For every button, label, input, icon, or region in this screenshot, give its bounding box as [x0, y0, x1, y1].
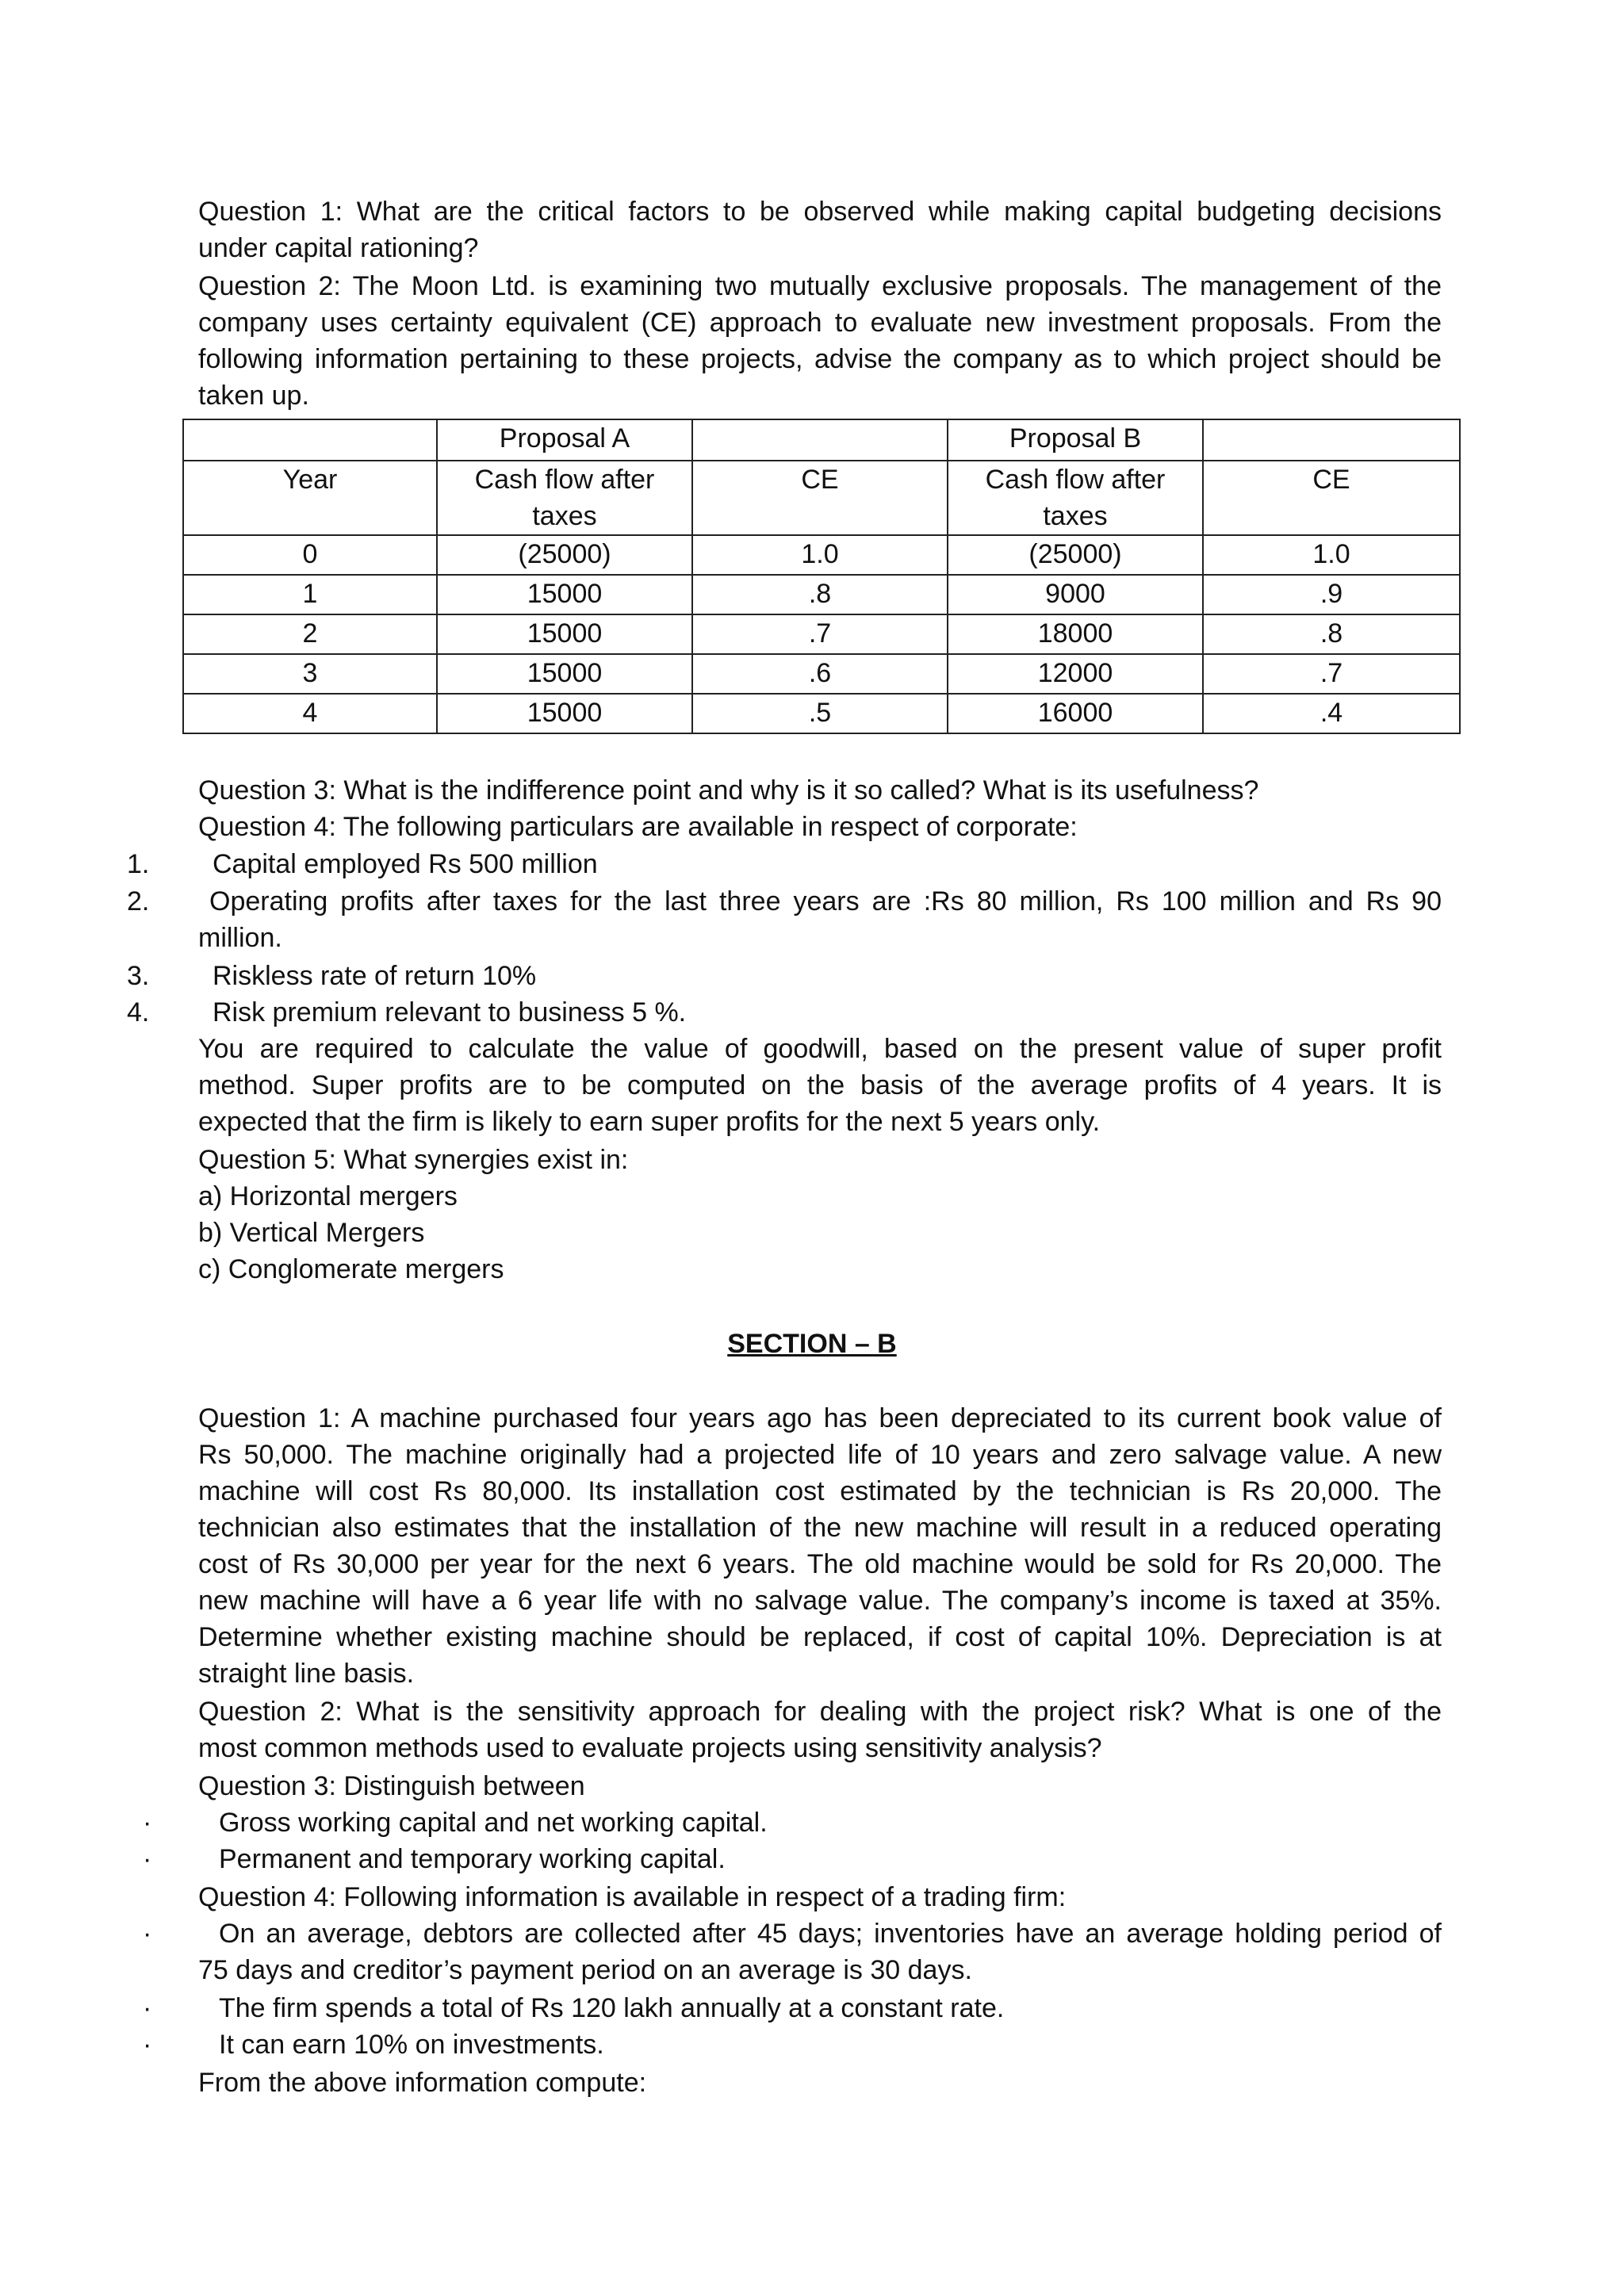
table-cell: (25000) [437, 535, 692, 575]
b-q4-bullet: On an average, debtors are collected after 45 days; inventories have an average holding period of [219, 1919, 1442, 1949]
a-q4-item-marker: 1. [127, 849, 150, 879]
a-q4-item-text: Operating profits after taxes for the last three years are :Rs 80 million, Rs 100 million and Rs 90 [209, 886, 1442, 916]
a-q5-item: b) Vertical Mergers [198, 1218, 425, 1248]
table-cell: .7 [1203, 654, 1460, 694]
table-cell: .5 [692, 694, 948, 733]
a-q4-text-line: You are required to calculate the value of goodwill, based on the present value of super profit [198, 1034, 1442, 1064]
table-cell: .9 [1203, 575, 1460, 614]
table-cell: .8 [692, 575, 948, 614]
a-q4-item-text: Capital employed Rs 500 million [213, 849, 598, 879]
bullet-icon: · [143, 2030, 152, 2060]
table-cell: 0 [183, 535, 437, 575]
header-text: Cash flow after [474, 465, 655, 495]
table-cell: .6 [692, 654, 948, 694]
table-header-cell [183, 419, 437, 461]
b-q1-line: technician also estimates that the installation of the new machine will result in a reduced operating [198, 1513, 1442, 1543]
table-header-cell [437, 461, 692, 535]
header-text: Year [282, 465, 338, 495]
bullet-icon: · [143, 1919, 152, 1949]
table-row [183, 575, 1460, 614]
table-cell: 4 [183, 694, 437, 733]
a-q2-line-1: Question 2: The Moon Ltd. is examining two mutually exclusive proposals. The management of the [198, 271, 1442, 301]
table-row [183, 654, 1460, 694]
closing-line: From the above information compute: [198, 2068, 647, 2098]
b-q1-line: Rs 50,000. The machine originally had a projected life of 10 years and zero salvage value. A new [198, 1440, 1442, 1470]
table-header-cell [692, 419, 948, 461]
b-q3-bullet: Permanent and temporary working capital. [219, 1844, 726, 1874]
a-q4-text-line: method. Super profits are to be computed on the basis of the average profits of 4 years. It is [198, 1070, 1442, 1100]
table-cell: 15000 [437, 575, 692, 614]
table-cell: 16000 [948, 694, 1203, 733]
b-q2-line: most common methods used to evaluate projects using sensitivity analysis? [198, 1733, 1102, 1763]
a-q4-intro: Question 4: The following particulars are available in respect of corporate: [198, 812, 1078, 842]
section-b-heading: SECTION – B [727, 1329, 897, 1359]
table-cell: 15000 [437, 654, 692, 694]
bullet-icon: · [143, 1844, 152, 1874]
table-cell: 9000 [948, 575, 1203, 614]
table-cell: 15000 [437, 694, 692, 733]
table-header-cell [183, 461, 437, 535]
header-text: taxes [532, 501, 597, 531]
header-text: Cash flow after [985, 465, 1166, 495]
a-q4-item-marker: 4. [127, 997, 150, 1027]
table-cell: .7 [692, 614, 948, 654]
a-q2-line-3: following information pertaining to these projects, advise the company as to which project should be [198, 344, 1442, 374]
table-header-cell [692, 461, 948, 535]
b-q2-line: Question 2: What is the sensitivity approach for dealing with the project risk? What is one of the [198, 1697, 1442, 1727]
b-q1-line: new machine will have a 6 year life with no salvage value. The company’s income is taxed at 35%. [198, 1586, 1442, 1616]
b-q4-bullet: The firm spends a total of Rs 120 lakh annually at a constant rate. [219, 1993, 1005, 2023]
table-cell: 2 [183, 614, 437, 654]
cash-flow-table [182, 419, 1461, 734]
a-q4-text-line: expected that the firm is likely to earn super profits for the next 5 years only. [198, 1107, 1101, 1137]
table-header-cell [1203, 461, 1460, 535]
table-row [183, 694, 1460, 733]
table-header-cell [1203, 419, 1460, 461]
a-q4-item-marker: 3. [127, 961, 150, 991]
table-cell: 1.0 [692, 535, 948, 575]
table-cell: .4 [1203, 694, 1460, 733]
b-q1-line: Determine whether existing machine should be replaced, if cost of capital 10%. Depreciation is at [198, 1622, 1442, 1652]
bullet-icon: · [143, 1808, 152, 1838]
table-cell: .8 [1203, 614, 1460, 654]
a-q1-line-1: Question 1: What are the critical factors to be observed while making capital budgeting decisions [198, 197, 1442, 227]
a-q4-item-text: million. [198, 923, 282, 953]
b-q4-bullet-cont: 75 days and creditor’s payment period on an average is 30 days. [198, 1955, 972, 1985]
a-q5-item: c) Conglomerate mergers [198, 1254, 504, 1284]
a-q2-line-4: taken up. [198, 381, 309, 411]
table-cell: 12000 [948, 654, 1203, 694]
b-q1-line: machine will cost Rs 80,000. Its installation cost estimated by the technician is Rs 20,000. The [198, 1476, 1442, 1506]
b-q1-line: Question 1: A machine purchased four years ago has been depreciated to its current book value of [198, 1403, 1442, 1433]
b-q3-bullet: Gross working capital and net working capital. [219, 1808, 768, 1838]
a-q4-item-text: Riskless rate of return 10% [213, 961, 537, 991]
table-cell: 18000 [948, 614, 1203, 654]
a-q2-line-2: company uses certainty equivalent (CE) approach to evaluate new investment proposals. From the [198, 308, 1442, 338]
a-q4-item-text: Risk premium relevant to business 5 %. [213, 997, 687, 1027]
header-text: taxes [1043, 501, 1108, 531]
a-q5-item: a) Horizontal mergers [198, 1181, 458, 1211]
table-header-row [183, 419, 1460, 461]
table-header-cell: Proposal B [948, 419, 1203, 461]
bullet-icon: · [143, 1993, 152, 2023]
table-cell: 3 [183, 654, 437, 694]
a-q3: Question 3: What is the indifference point and why is it so called? What is its usefulness? [198, 775, 1259, 806]
table-cell: 1 [183, 575, 437, 614]
b-q1-line: straight line basis. [198, 1659, 415, 1689]
table-row [183, 614, 1460, 654]
table-cell: 1.0 [1203, 535, 1460, 575]
header-text: CE [1312, 465, 1350, 495]
b-q4-intro: Question 4: Following information is available in respect of a trading firm: [198, 1882, 1067, 1912]
table-cell: 15000 [437, 614, 692, 654]
b-q3-intro: Question 3: Distinguish between [198, 1771, 585, 1801]
table-row [183, 535, 1460, 575]
a-q5-intro: Question 5: What synergies exist in: [198, 1145, 629, 1175]
table-cell: (25000) [948, 535, 1203, 575]
b-q1-line: cost of Rs 30,000 per year for the next 6 years. The old machine would be sold for Rs 20,000. The [198, 1549, 1442, 1579]
a-q4-item-marker: 2. [127, 886, 150, 916]
table-header-cell: Proposal A [437, 419, 692, 461]
table-header-row [183, 461, 1460, 535]
table-header-cell [948, 461, 1203, 535]
b-q4-bullet: It can earn 10% on investments. [219, 2030, 604, 2060]
header-text: CE [801, 465, 839, 495]
a-q1-line-2: under capital rationing? [198, 233, 479, 263]
